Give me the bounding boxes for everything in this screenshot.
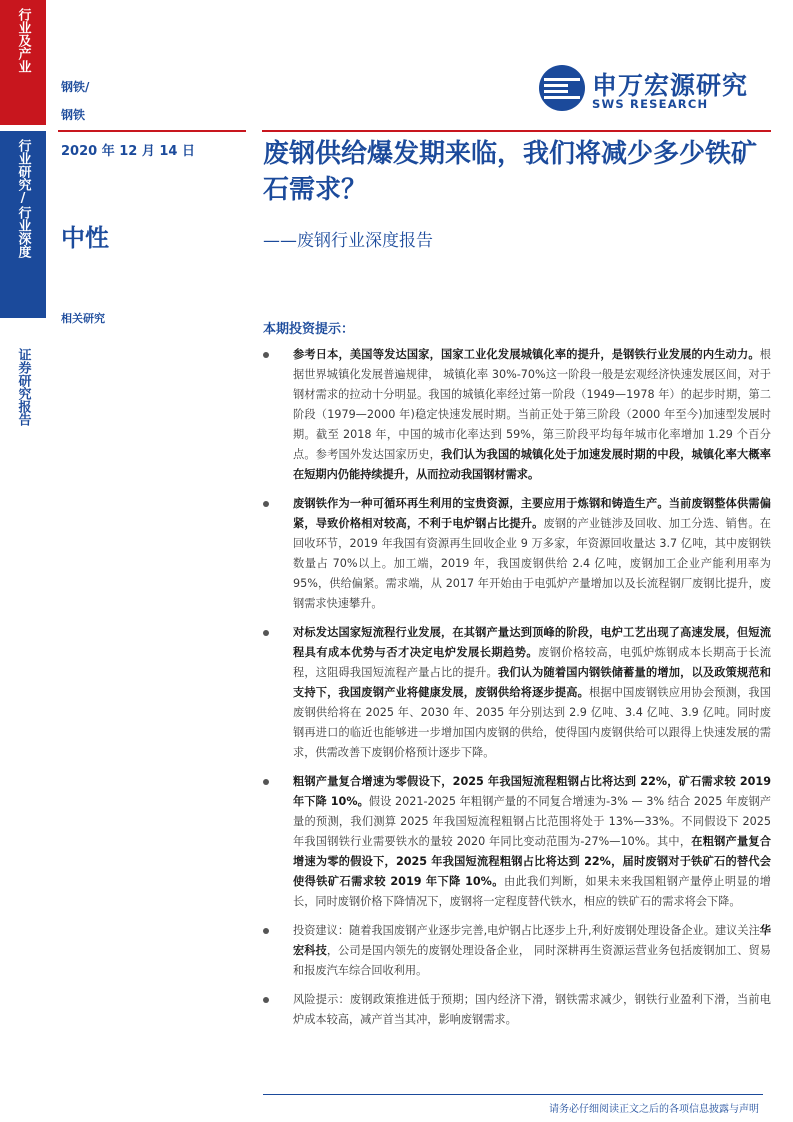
list-item [263,921,771,981]
report-subtitle: ——废钢行业深度报告 [263,231,433,251]
bullet-icon [263,928,269,934]
bullet-bold-lead: 废钢铁作为一种可循环再生利用的宝贵资源，主要应用于炼钢和铸造生产。当前废钢整体供需偏紧，导致价格相对较高，不利于电炉钢占比提升。 [293,497,771,530]
bullet-text: 投资建议：随着我国废钢产业逐步完善,电炉钢占比逐步上升,利好废钢处理设备企业。建议关注 [293,924,760,937]
logo-name-cn: 申万宏源研究 [592,71,749,100]
bullet-bold-mid: 在粗钢产量复合增速为零的假设下，2025 年我国短流程粗钢占比将达到 22%，届时废钢对于铁矿石的替代会使得铁矿石需求较 2019 年下降 10%。 [293,835,771,888]
rating: 中性 [61,224,109,252]
bullet-bold-lead: 对标发达国家短流程行业发展，在其钢产量达到顶峰的阶段，电炉工艺出现了高速发展，但短流程具有成本优势与否才决定电炉发展长期趋势。 [293,626,771,659]
category-line-2: 钢铁 [61,108,86,122]
sidebar-tab-report-label: 证券研究报告 [15,348,31,426]
bullet-text-2: 根据中国废钢铁应用协会预测，我国废钢供给将在 2025 年、2030 年、2035 年分别达到 2.9 亿吨、3.4 亿吨、3.9 亿吨。同时废钢再进口的临近也能够进一步增加国内废钢的供给，使得国内废钢供给可以跟得上快速发展的需求，供需改善下废钢价格预计逐步下降。 [293,686,771,759]
sidebar-tab-report [0,340,46,460]
bullet-bold-mid: 华宏科技 [293,924,771,957]
bullet-icon [263,630,269,636]
logo-name-en: SWS RESEARCH [592,97,709,111]
bullet-text-2: 由此我们判断，如果未来我国粗钢产量停止明显的增长，同时废钢价格下降情况下，废钢将一定程度替代铁水，相应的铁矿石的需求将会下降。 [293,875,771,908]
bullet-text: 根据世界城镇化发展普遍规律， 城镇化率 30%-70%这一阶段一般是宏观经济快速发展区间，对于钢材需求的拉动十分明显。我国的城镇化率经过第一阶段（1949—1978 年）的起步时期，第二阶段（1979—2000 年)稳定快速发展时期。当前正处于第三阶段（2000 年至今)加速型发展时期。截至 2018 年，中国的城市化率达到 59%，第三阶段平均每年城市化率增加 1.29 个百分点。参考国外发达国家历史， [293,348,771,461]
bullet-icon [263,997,269,1003]
bullet-bold-tail: 我们认为我国的城镇化处于加速发展时期的中段，城镇化率大概率在短期内仍能持续提升，从而拉动我国钢材需求。 [293,448,771,481]
investment-highlights-list [263,345,771,1039]
related-research: 相关研究 [61,312,105,325]
bullet-text-2: ，公司是国内领先的废钢处理设备企业， 同时深耕再生资源运营业务包括废钢加工、贸易和报废汽车综合回收利用。 [293,944,771,977]
list-item [263,345,771,485]
report-title: 废钢供给爆发期来临，我们将减少多少铁矿石需求？ [263,139,758,205]
footer-divider [263,1094,763,1095]
sidebar-tab-research-label: 行业研究/行业深度 [15,139,31,258]
list-item [263,623,771,763]
list-item [263,990,771,1030]
bullet-text: 废钢的产业链涉及回收、加工分选、销售。在回收环节，2019 年我国有资源再生回收企业 9 万多家，年资源回收量达 3.7 亿吨，其中废钢铁数量占 70%以上。加工端，2019 年，我国废钢供给 2.4 亿吨，废钢加工企业产能利用率为 95%，供给偏紧。需求端，从 2017 年开始由于电弧炉产量增加以及长流程钢厂废钢比提升，废钢需求快速攀升。 [293,517,771,610]
bullet-icon [263,501,269,507]
header-divider-left [58,130,246,132]
bullet-bold-lead: 粗钢产量复合增速为零假设下，2025 年我国短流程粗钢占比将达到 22%，矿石需求较 2019 年下降 10%。 [293,775,771,808]
bullet-text: 废钢价格较高，电弧炉炼钢成本长期高于长流程，这阻碍我国短流程产量占比的提升。 [293,646,771,679]
report-date: 2020 年 12 月 14 日 [61,144,195,159]
sidebar-tab-industry [0,0,46,125]
footer-disclaimer: 请务必仔细阅读正文之后的各项信息披露与声明 [549,1104,759,1115]
section-title: 本期投资提示： [263,322,355,337]
bullet-icon [263,779,269,785]
bullet-bold-lead: 参考日本，美国等发达国家，国家工业化发展城镇化率的提升，是钢铁行业发展的内生动力。 [293,348,760,361]
bullet-icon [263,352,269,358]
sidebar-tab-research [0,131,46,318]
sws-logo-icon [538,64,586,112]
header-divider-right [262,130,771,132]
category-line-1: 钢铁/ [61,80,90,94]
list-item [263,494,771,614]
list-item [263,772,771,912]
bullet-text: 风险提示：废钢政策推进低于预期；国内经济下滑，钢铁需求减少，钢铁行业盈利下滑，当前电炉成本较高，减产首当其冲，影响废钢需求。 [293,993,771,1026]
sidebar-tab-industry-label: 行业及产业 [15,8,31,73]
bullet-text: 假设 2021-2025 年粗钢产量的不同复合增速为-3% — 3% 结合 2025 年废钢产量的预测，我们测算 2025 年我国短流程粗钢占比范围将处于 13%—33%。不同假设下 2025 年我国钢铁行业需要铁水的量较 2020 年同比变动范围为-27%—10%。其中， [293,795,771,848]
bullet-bold-mid: 我们认为随着国内钢铁储蓄量的增加，以及政策规范和支持下，我国废钢产业将健康发展，废钢供给将逐步提高。 [293,666,771,699]
